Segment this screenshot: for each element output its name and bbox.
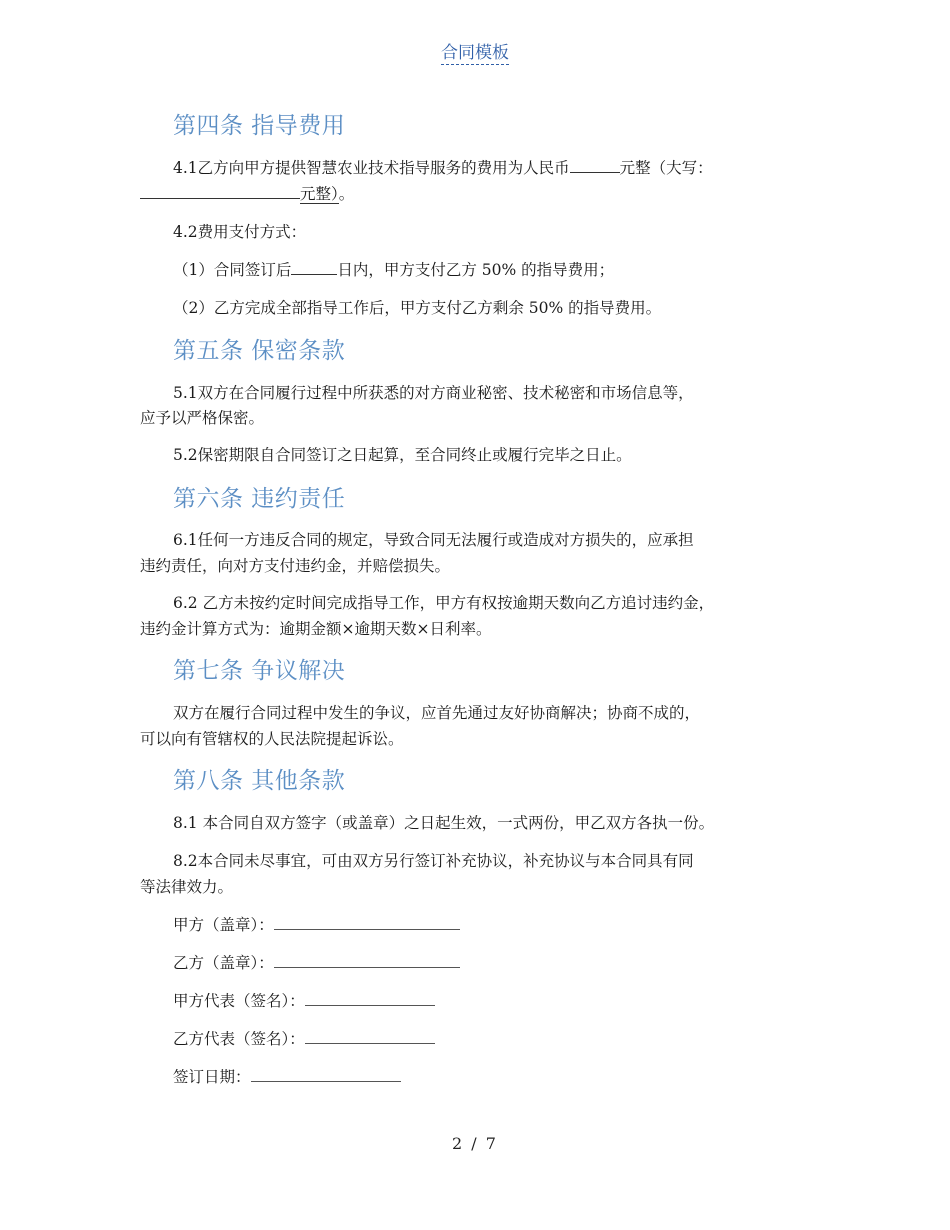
party-a-rep-line (305, 988, 435, 1006)
party-b-seal-line (274, 950, 460, 968)
section-6-heading: 第六条 违约责任 (173, 486, 346, 512)
party-a-seal-label: 甲方（盖章）： (173, 916, 274, 934)
party-b-rep-row (173, 1026, 435, 1052)
days-blank (291, 257, 337, 275)
sign-date-label: 签订日期： (173, 1068, 251, 1086)
party-b-seal-row (173, 950, 460, 976)
party-b-rep-line (305, 1026, 435, 1044)
clause-4-2-item2: （2）乙方完成全部指导工作后，甲方支付乙方剩余 50% 的指导费用。 (173, 299, 662, 317)
clause-7-line1: 双方在履行合同过程中发生的争议，应首先通过友好协商解决；协商不成的， (173, 704, 701, 722)
clause-5-1-line1: 5.1双方在合同履行过程中所获悉的对方商业秘密、技术秘密和市场信息等， (173, 384, 694, 402)
party-a-seal-row (173, 912, 460, 938)
party-b-rep-label: 乙方代表（签名）： (173, 1030, 305, 1048)
clause-7-line2: 可以向有管辖权的人民法院提起诉讼。 (140, 730, 404, 748)
clause-5-1-line2: 应予以严格保密。 (140, 409, 265, 427)
clause-5-2: 5.2保密期限自合同签订之日起算，至合同终止或履行完毕之日止。 (173, 446, 632, 464)
party-b-seal-label: 乙方（盖章）： (173, 954, 274, 972)
amount-uppercase-blank (140, 181, 300, 199)
section-7-heading: 第七条 争议解决 (173, 658, 346, 684)
clause-6-1-line1: 6.1任何一方违反合同的规定，导致合同无法履行或造成对方损失的，应承担 (173, 531, 694, 549)
clause-4-1-text-a: 4.1乙方向甲方提供智慧农业技术指导服务的费用为人民币 (173, 159, 570, 177)
clause-8-2-line1: 8.2本合同未尽事宜，可由双方另行签订补充协议，补充协议与本合同具有同 (173, 852, 694, 870)
party-a-seal-line (274, 912, 460, 930)
clause-8-2-line2: 等法律效力。 (140, 878, 234, 896)
clause-4-2-item1-text-b: 日内，甲方支付乙方 50% 的指导费用； (337, 261, 615, 279)
clause-8-1: 8.1 本合同自双方签字（或盖章）之日起生效，一式两份，甲乙双方各执一份。 (173, 814, 715, 832)
template-header-link[interactable] (0, 38, 950, 63)
clause-4-2-item1 (173, 257, 614, 283)
clause-4-1-line1 (173, 155, 713, 181)
page-number: 2 / 7 (452, 1134, 498, 1153)
clause-6-1-line2: 违约责任，向对方支付违约金，并赔偿损失。 (140, 557, 451, 575)
clause-6-2-line1: 6.2 乙方未按约定时间完成指导工作，甲方有权按逾期天数向乙方追讨违约金， (173, 594, 715, 612)
template-header-link-text[interactable]: 合同模板 (441, 43, 509, 63)
party-a-rep-row (173, 988, 435, 1014)
section-4-heading: 第四条 指导费用 (173, 113, 346, 139)
clause-4-1-line2 (140, 181, 354, 207)
clause-4-1-text-d: 。 (338, 185, 355, 203)
clause-4-1-text-b: 元整（大写： (619, 159, 713, 177)
clause-6-2-line2: 违约金计算方式为：逾期金额×逾期天数×日利率。 (140, 620, 492, 638)
clause-4-1-text-c: 元整） (300, 185, 339, 203)
sign-date-row (173, 1064, 401, 1090)
clause-4-2: 4.2费用支付方式： (173, 223, 307, 241)
section-5-heading: 第五条 保密条款 (173, 338, 346, 364)
clause-4-2-item1-text-a: （1）合同签订后 (173, 261, 292, 279)
section-8-heading: 第八条 其他条款 (173, 768, 346, 794)
sign-date-line (251, 1064, 401, 1082)
amount-blank (570, 155, 620, 173)
party-a-rep-label: 甲方代表（签名）： (173, 992, 305, 1010)
